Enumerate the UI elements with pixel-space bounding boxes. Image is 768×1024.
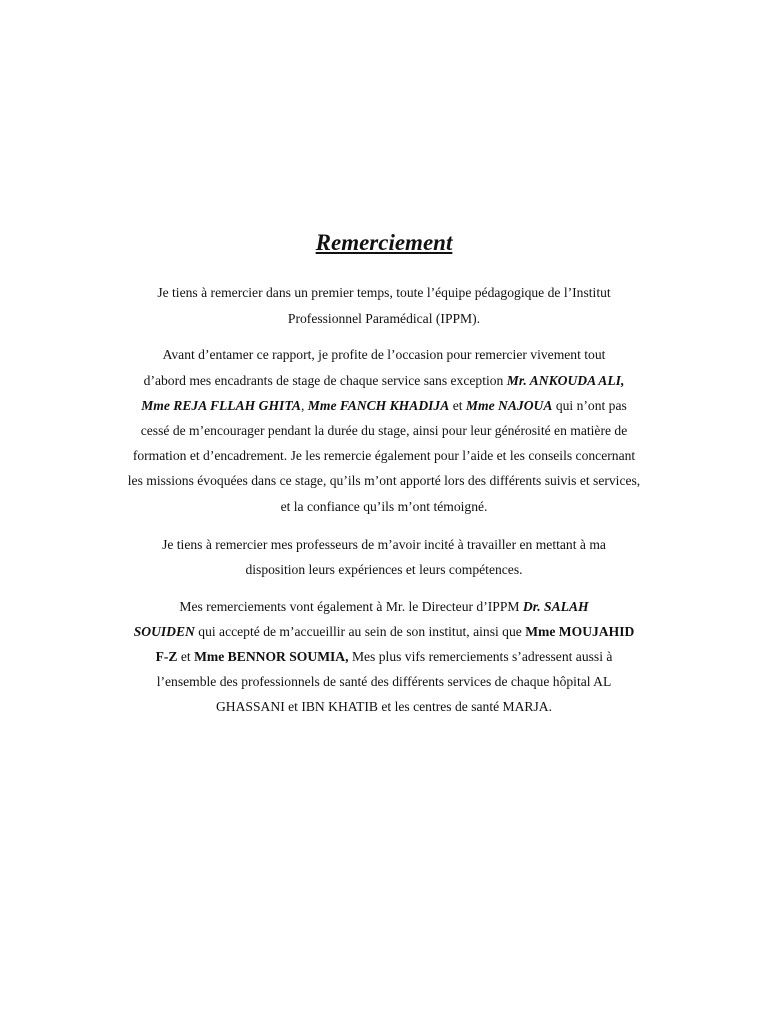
person-name: Mme NAJOUA [465,398,553,413]
person-name: Mr. ANKOUDA ALI, [506,373,625,388]
text-line [0,648,768,666]
text-segment: Mes remerciements vont également à Mr. le Directeur d’IPPM [179,599,520,614]
text-line: Je tiens à remercier dans un premier temps, toute l’équipe pédagogique de l’Institut [157,285,611,300]
text-line: et la confiance qu’ils m’ont témoigné. [280,499,488,514]
person-name: Mme MOUJAHID [525,624,635,639]
text-line: l’ensemble des professionnels de santé des différents services de chaque hôpital AL [156,674,612,689]
text-segment: qui accepté de m’accueillir au sein de son institut, ainsi que [198,624,522,639]
person-name: SOUIDEN [133,624,195,639]
text-line: Avant d’entamer ce rapport, je profite de l’occasion pour remercier vivement tout [162,347,606,362]
text-line: les missions évoquées dans ce stage, qu’ils m’ont apporté lors des différents suivis et services, [127,473,641,488]
text-line [0,397,768,415]
person-name: Mme BENNOR SOUMIA, [194,649,349,664]
text-segment: Mes plus vifs remerciements s’adressent aussi à [351,649,613,664]
text-line [0,598,768,616]
page-title: Remerciement [315,230,453,255]
text-line: formation et d’encadrement. Je les remercie également pour l’aide et les conseils concernant [132,448,636,463]
person-name: F-Z [155,649,178,664]
person-name: Dr. SALAH [522,599,589,614]
text-segment: et [180,649,191,664]
text-segment: , [300,398,305,413]
person-name: Mme REJA FLLAH GHITA [141,398,301,413]
text-line: Je tiens à remercier mes professeurs de m’avoir incité à travailler en mettant à ma [162,537,606,552]
text-line: Professionnel Paramédical (IPPM). [287,311,481,326]
text-line: GHASSANI et IBN KHATIB et les centres de santé MARJA. [215,699,553,714]
text-segment: d’abord mes encadrants de stage de chaque service sans exception [143,373,504,388]
person-name: Mme FANCH KHADIJA [307,398,450,413]
text-line: cessé de m’encourager pendant la durée du stage, ainsi pour leur générosité en matière de [140,423,628,438]
text-segment: et [452,398,463,413]
text-segment: qui n’ont pas [555,398,627,413]
text-line [0,372,768,390]
text-line: disposition leurs expériences et leurs compétences. [245,562,523,577]
text-line [0,623,768,641]
